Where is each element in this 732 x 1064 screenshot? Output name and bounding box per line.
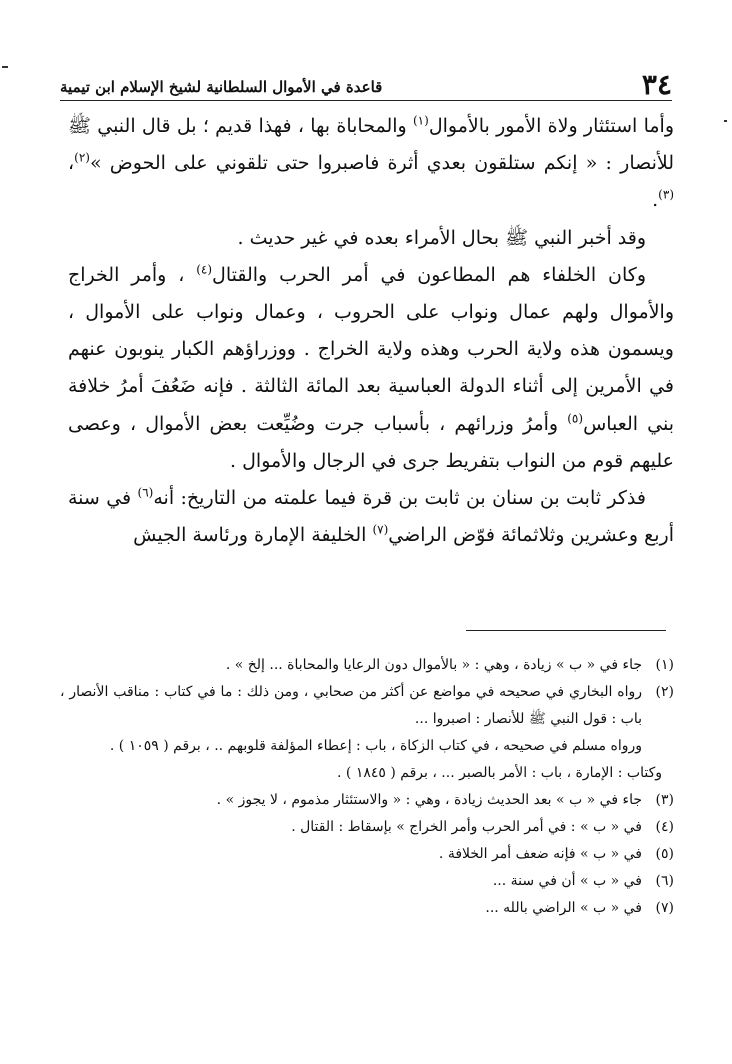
footnote-text: في « ب » الراضي بالله ... (485, 900, 642, 916)
footnote (60, 679, 674, 733)
page-number: ٣٤ (641, 68, 672, 101)
footnote (60, 787, 674, 814)
footnote (60, 733, 674, 760)
footnote-number: (٥) (655, 846, 674, 862)
footnote-number: (٧) (655, 900, 674, 916)
footnote-number: (٢) (655, 684, 674, 700)
text-run: فذكر ثابت بن سنان بن ثابت بن قرة فيما علمته من التاريخ: أنه (153, 487, 646, 510)
footnote (60, 841, 674, 868)
footnote-text: في « ب » أن في سنة ... (492, 873, 642, 889)
paragraph (68, 480, 674, 554)
footnote-text: رواه البخاري في صحيحه في مواضع عن أكثر من صحابي ، ومن ذلك : ما في كتاب : مناقب الأنصار ، باب : قول النبي ﷺ للأنصار : اصبروا ... (60, 684, 642, 727)
running-title: قاعدة في الأموال السلطانية لشيخ الإسلام ابن تيمية (60, 78, 383, 96)
footnote-text: جاء في « ب » بعد الحديث زيادة ، وهي : « والاستئثار مذموم ، لا يجوز » . (216, 792, 642, 808)
text-run: وأما استئثار ولاة الأمور بالأموال (428, 115, 674, 137)
text-run: . (652, 189, 659, 212)
footnote-text: جاء في « ب » زيادة ، وهي : « بالأموال دون الرعايا والمحاباة ... إلخ » . (225, 657, 642, 673)
footnote (60, 652, 674, 679)
footnote-number: (٤) (655, 819, 674, 835)
footnote-number: (٦) (655, 873, 674, 889)
margin-mark (724, 120, 727, 122)
footnote-ref[interactable]: (٧) (372, 522, 389, 537)
footnote (60, 760, 674, 787)
footnote (60, 814, 674, 841)
footnote-number: (١) (655, 657, 674, 673)
margin-mark (2, 66, 8, 68)
text-run: وقد أخبر النبي ﷺ بحال الأمراء بعده في غير حديث . (237, 226, 646, 249)
paragraph (68, 108, 674, 220)
main-text (68, 108, 674, 554)
footnote (60, 895, 674, 922)
text-run: ، (68, 152, 75, 175)
text-run: ، وأمر الخراج والأموال ولهم عمال ونواب على الحروب ، وعمال ونواب على الأموال ، ويسمون هذه ولاية الحرب وهذه ولاية الخراج . ووزراؤهم الكبار ينوبون عنهم في الأمرين إلى أثناء الدولة العباسية بعد المائة الثالثة . فإنه ضَعُفَ أمرُ خلافة بني العباس (68, 263, 674, 435)
text-run: وكان الخلفاء هم المطاعون في أمر الحرب والقتال (212, 263, 646, 286)
footnote (60, 868, 674, 895)
footnote-text: في « ب » : في أمر الحرب وأمر الخراج » بإسقاط : القتال . (291, 819, 642, 835)
paragraph (68, 257, 674, 480)
footnote-ref[interactable]: (٢) (74, 150, 90, 165)
paragraph (68, 220, 674, 257)
footnote-separator (466, 630, 666, 631)
text-run: وأمرُ وزرائهم ، بأسباب جرت وضُيِّعت بعض الأموال ، وعصى عليهم قوم من النواب بتفريط جرى في الرجال والأموال . (68, 412, 674, 472)
footnote-ref[interactable]: (٤) (196, 262, 213, 277)
text-run: في سنة أربع وعشرين وثلاثمائة فوّض الراضي (68, 487, 674, 547)
footnote-ref[interactable]: (٣) (658, 188, 674, 203)
footnote-number: (٣) (655, 792, 674, 808)
text-run: والمحاباة بها ، فهذا قديم ؛ بل قال النبي ﷺ للأنصار : « إنكم ستلقون بعدي أثرة فاصبروا حتى تلقوني على الحوض » (68, 115, 674, 175)
footnote-text: ورواه مسلم في صحيحه ، في كتاب الزكاة ، باب : إعطاء المؤلفة قلوبهم .. ، برقم ( ١٠٥٩ ) . (109, 738, 642, 754)
text-run: الخليفة الإمارة ورئاسة الجيش (133, 524, 373, 547)
footnote-text: في « ب » فإنه ضعف أمر الخلافة . (438, 846, 642, 862)
footnotes (60, 652, 674, 922)
footnote-text: وكتاب : الإمارة ، باب : الأمر بالصبر ... ، برقم ( ١٨٤٥ ) . (337, 765, 662, 781)
footnote-ref[interactable]: (٦) (137, 485, 154, 500)
footnote-ref[interactable]: (٥) (567, 411, 584, 426)
page-header (60, 66, 672, 101)
footnote-ref[interactable]: (١) (412, 113, 429, 128)
